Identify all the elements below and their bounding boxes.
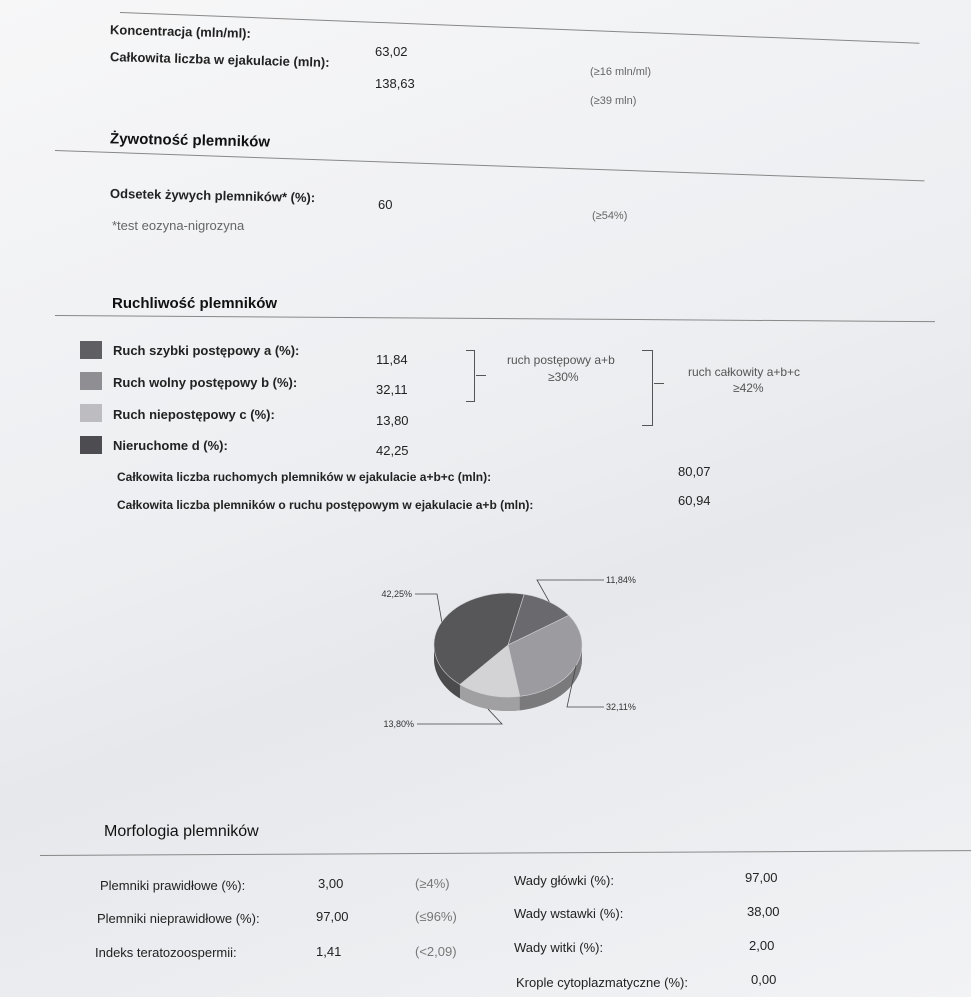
vitality-note: *test eozyna-nigrozyna xyxy=(112,218,245,233)
motility-label-c: Ruch niepostępowy c (%): xyxy=(113,407,275,422)
morph-ref-tzi: (<2,09) xyxy=(415,944,457,959)
pie-label-3: 42,25% xyxy=(381,589,412,599)
morph-label-normal: Plemniki prawidłowe (%): xyxy=(100,878,246,893)
total-count-value: 138,63 xyxy=(375,76,415,91)
concentration-value: 63,02 xyxy=(375,44,408,59)
vitality-label: Odsetek żywych plemników* (%): xyxy=(109,185,316,206)
total-progressive-label: Całkowita liczba plemników o ruchu postępowym w ejakulacie a+b (mln): xyxy=(117,498,534,512)
total-motile-label: Całkowita liczba ruchomych plemników w ejakulacie a+b+c (mln): xyxy=(117,470,492,484)
morph-label-tzi: Indeks teratozoospermii: xyxy=(95,945,237,960)
concentration-ref: (≥16 mln/ml) xyxy=(590,66,652,78)
motility-value-b: 32,11 xyxy=(376,382,408,397)
vitality-ref: (≥54%) xyxy=(592,210,628,222)
morph-value-normal: 3,00 xyxy=(318,876,344,891)
morph-label-abnormal: Plemniki nieprawidłowe (%): xyxy=(97,911,260,926)
morph-value-abnormal: 97,00 xyxy=(316,909,349,924)
defect-label-droplets: Krople cytoplazmatyczne (%): xyxy=(516,975,688,990)
morph-ref-normal: (≥4%) xyxy=(415,876,450,891)
total-count-label: Całkowita liczba w ejakulacie (mln): xyxy=(109,49,330,70)
morph-value-tzi: 1,41 xyxy=(316,944,342,959)
total-progressive-value: 60,94 xyxy=(678,493,711,508)
vitality-title: Żywotność plemników xyxy=(109,130,271,151)
pie-label-2: 13,80% xyxy=(383,719,414,729)
total-motility-ref: ≥42% xyxy=(733,381,764,395)
motility-label-b: Ruch wolny postępowy b (%): xyxy=(113,375,298,390)
total-motile-value: 80,07 xyxy=(678,464,711,479)
motility-value-d: 42,25 xyxy=(376,443,409,458)
defect-value-head: 97,00 xyxy=(745,870,778,885)
total-count-ref: (≥39 mln) xyxy=(590,95,637,107)
defect-value-midpiece: 38,00 xyxy=(747,904,780,919)
motility-label-d: Nieruchome d (%): xyxy=(113,438,228,453)
morphology-title: Morfologia plemników xyxy=(104,823,259,840)
pie-leader-0 xyxy=(537,580,604,602)
concentration-label: Koncentracja (mln/ml): xyxy=(109,22,252,41)
progressive-ref: ≥30% xyxy=(548,370,579,384)
motility-title: Ruchliwość plemników xyxy=(112,295,278,312)
motility-value-a: 11,84 xyxy=(376,352,408,367)
vitality-value: 60 xyxy=(378,197,393,212)
motility-label-a: Ruch szybki postępowy a (%): xyxy=(113,343,300,358)
defect-label-tail: Wady witki (%): xyxy=(514,940,604,955)
pie-leader-3 xyxy=(415,594,442,622)
motility-value-c: 13,80 xyxy=(376,413,409,428)
total-motility-label: ruch całkowity a+b+c xyxy=(688,365,801,379)
pie-leader-2 xyxy=(417,709,502,724)
defect-value-tail: 2,00 xyxy=(749,938,775,953)
defect-label-head: Wady główki (%): xyxy=(514,873,614,888)
defect-label-midpiece: Wady wstawki (%): xyxy=(514,906,624,921)
pie-label-0: 11,84% xyxy=(606,575,636,585)
pie-label-1: 32,11% xyxy=(606,702,636,712)
defect-value-droplets: 0,00 xyxy=(751,972,777,987)
morph-ref-abnormal: (≤96%) xyxy=(415,909,457,924)
progressive-label: ruch postępowy a+b xyxy=(507,353,615,367)
